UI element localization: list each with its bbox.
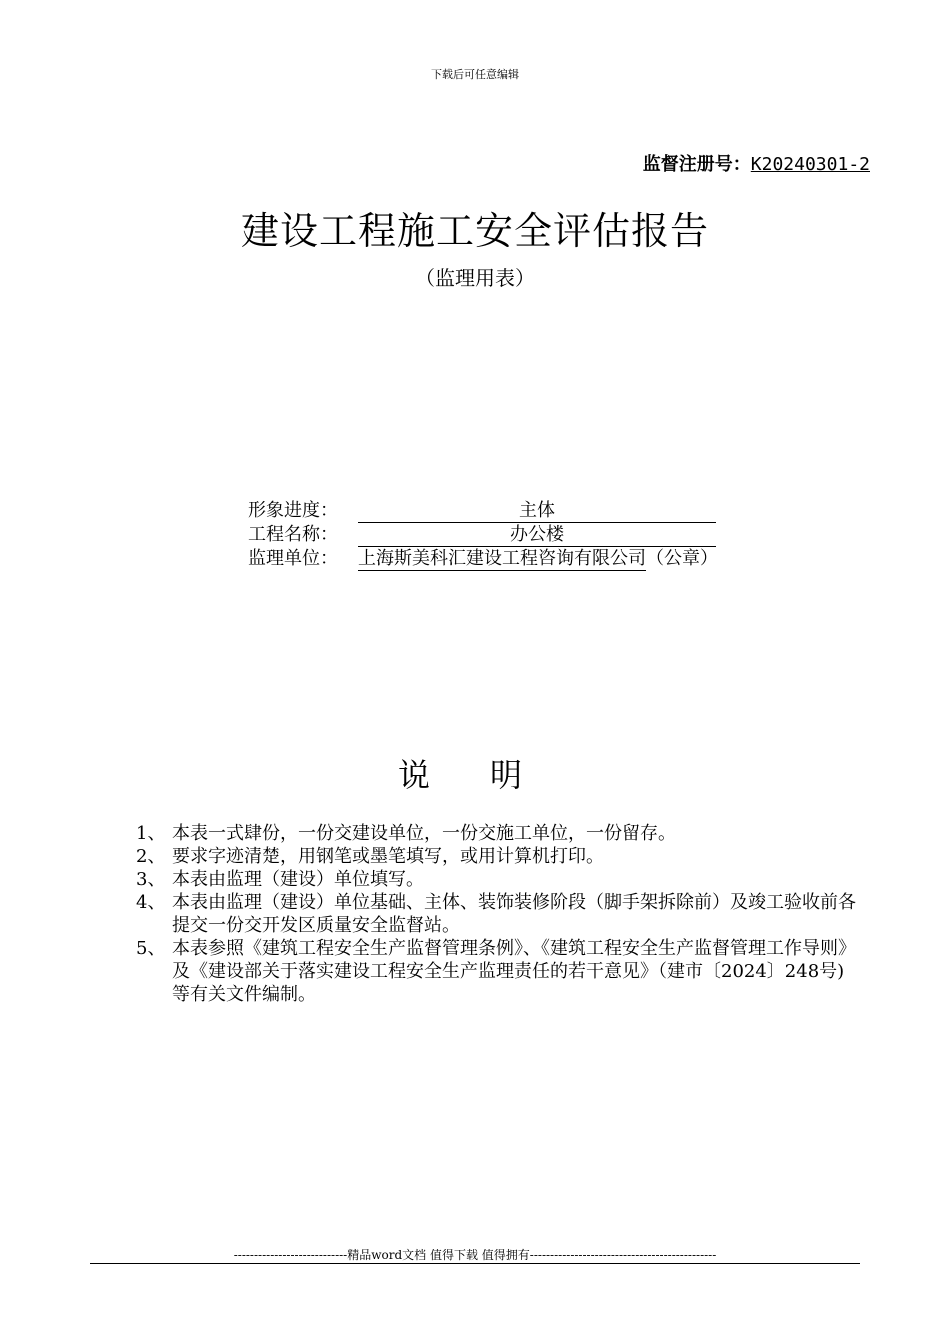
- note-text: 本表一式肆份，一份交建设单位，一份交施工单位，一份留存。: [172, 823, 676, 844]
- registration-label: 监督注册号：: [642, 154, 751, 175]
- note-number: 3、: [136, 869, 166, 890]
- note-number: 5、: [136, 938, 166, 959]
- field-project: [248, 523, 716, 547]
- footer-text: ----------------------------精品word文档 值得下载 值得拥有----------------------------------------------: [233, 1248, 717, 1262]
- note-item: [136, 937, 862, 1006]
- field-progress-value: 主体: [358, 500, 716, 523]
- registration-number: [643, 150, 870, 176]
- note-text: 要求字迹清楚，用钢笔或墨笔填写，或用计算机打印。: [172, 846, 604, 867]
- note-number: 4、: [136, 892, 166, 913]
- note-text: 本表参照《建筑工程安全生产监督管理条例》、《建筑工程安全生产监督管理工作导则》及《建设部关于落实建设工程安全生产监理责任的若干意见》（建市〔2024〕248号)等有关文件编制。: [172, 938, 856, 1005]
- document-title: 建设工程施工安全评估报告: [240, 209, 709, 253]
- note-item: [136, 891, 862, 937]
- note-text: 本表由监理（建设）单位填写。: [172, 869, 424, 890]
- field-unit: [248, 547, 718, 571]
- note-text: 本表由监理（建设）单位基础、主体、装饰装修阶段（脚手架拆除前）及竣工验收前各提交一份交开发区质量安全监督站。: [172, 892, 856, 936]
- field-project-label: 工程名称：: [248, 524, 338, 545]
- note-item: [136, 868, 862, 891]
- field-progress: [248, 499, 716, 523]
- field-unit-label: 监理单位：: [248, 548, 338, 569]
- field-progress-label: 形象进度：: [248, 500, 338, 521]
- registration-value: K20240301-2: [750, 154, 870, 175]
- field-project-value: 办公楼: [358, 524, 716, 547]
- notes-list: [136, 822, 862, 1006]
- footer-divider: [90, 1263, 860, 1264]
- note-item: [136, 822, 862, 845]
- field-unit-suffix: （公章）: [646, 548, 718, 569]
- notes-title: 说明: [397, 756, 582, 794]
- field-unit-value: 上海斯美科汇建设工程咨询有限公司: [358, 548, 646, 569]
- document-subtitle: （监理用表）: [415, 266, 535, 290]
- note-number: 2、: [136, 846, 166, 867]
- header-note: 下载后可任意编辑: [431, 68, 519, 81]
- note-item: [136, 845, 862, 868]
- note-number: 1、: [136, 823, 166, 844]
